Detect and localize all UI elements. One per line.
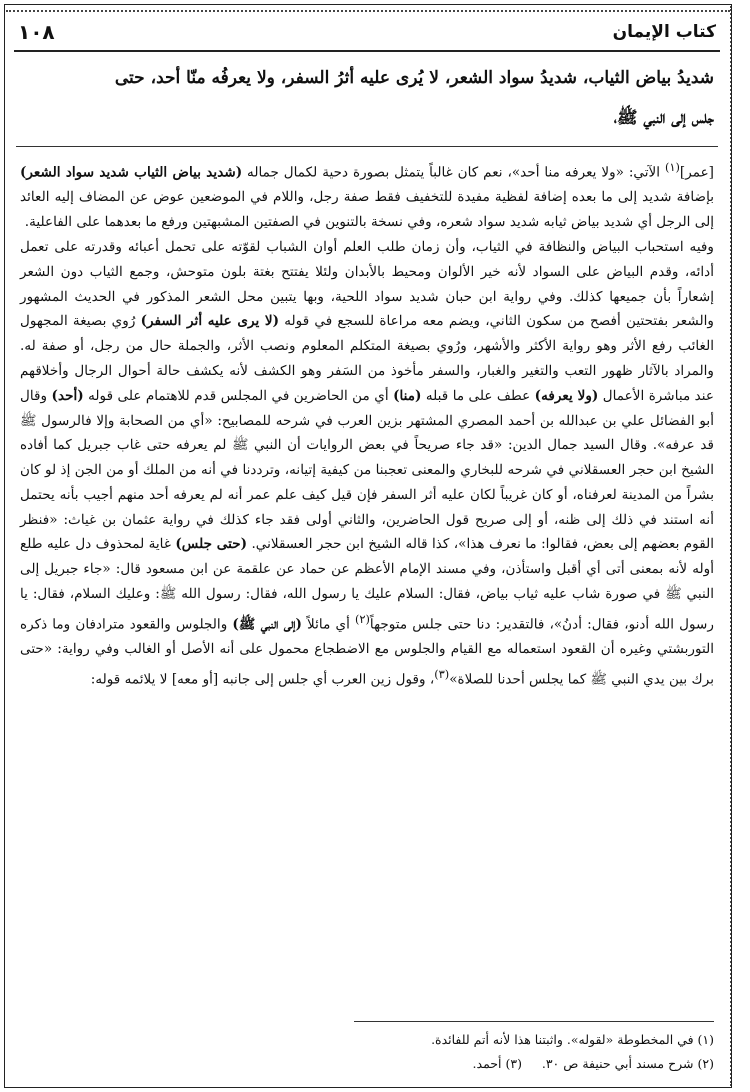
commentary-text: رُوي بصيغة المجهول الغائب رفع الأثر وهو رواية الأكثر والأشهر، ورُوي بصيغة المتكلم المعلوم ونصب الأثر، والجملة حال من رجل، أو صفة له. والمراد بالآثار ظهور التعب والتغير والغبار، والسفر مأخوذ من السَفر وهو الكشف لأنه يكشف حالة أحوال الرجال وأخلاقهم عند مباشرة الأعمال — [20, 313, 714, 404]
commentary-text: وفيه استحباب البياض والنظافة في الثياب، وأن زمان طلب العلم أوان الشباب لقوّته على تحمل أعبائه وقدرته على تعمل أدائه، وقدم البياض على السواد لأنه خير الألوان ومحيط بالأبدان ولئلا يفتتح بغتة بلون متوحش، وجمع الثياب دون الشعر إشعاراً بأن جميعها كذلك. وفي رواية ابن حبان شديد سواد اللحية، وبها يتبين محل الشعر المذكور في الحديث المشهور والشعر بفتحتين أفصح من سكون الثاني، ويضم معه مراعاة للسجع في قوله — [20, 238, 715, 330]
footnote-ref: (١) — [664, 160, 680, 174]
commentary — [14, 147, 720, 692]
footnote-2-3 — [20, 1052, 714, 1076]
side-ornament-border — [730, 6, 744, 1086]
footnote-3: (٣) أحمد. — [472, 1056, 522, 1071]
book-page — [14, 14, 720, 1080]
commentary-text: غاية لمحذوف دل عليه طلع أوله لأنه بمعنى أتى أي أقبل واستأذن، وفي مسند الإمام الأعظم عن حماد عن علقمة عن ابن مسعود قال: «جاء جبريل إلى النبي ﷺ في صورة شاب عليه ثياب بياض، فقال: السلام عليك يا رسول الله، فقال: رسول الله ﷺ: وعليك السلام، فقال: يا رسول الله أدنو، فقال: أدنُ»، فالتقدير: دنا حتى جلس متوجهاً — [20, 536, 714, 633]
commentary-text: وقال أبو الفضائل علي بن عبدالله بن أحمد المصري المشتهر بزين العرب في شرحه للمصابيح: «أي من الصحابة وإلا فالرسول ﷺ قد عرفه». وقال السيد جمال الدين: «قد جاء صريحاً في بعض الروايات أن النبي ﷺ لم يعرفه حتى غاب جبريل كما أفاده الشيخ ابن حجر العسقلاني في شرحه للبخاري والمعنى تعجبنا من كيفية إتيانه، وترددنا في أنه من الملك أو من الجن إذ لو كان بشراً من المدينة لعرفناه، أو كان غريباً لكان عليه أثر السفر فإن قيل كيف علم عمر أنه لم يعرفه أحد منهم أجيب بأنه يحتمل أنه استند في ذلك إلى ظنه، أو إلى صريح قول الحاضرين، والثاني أولى فقد جاء كذلك في رواية عثمان بن غياث: «فنظر القوم بعضهم إلى بعض، فقالوا: ما نعرف هذا»، كذا قاله الشيخ ابن حجر العسقلاني. — [20, 387, 714, 553]
hadith-line-2: جلس إلى النبي ﷺ، — [613, 108, 714, 128]
commentary-text: أي من الحاضرين في المجلس قدم للاهتمام على قوله — [83, 387, 394, 404]
footnote-ref: (٢) — [354, 611, 370, 626]
quoted-phrase: (أحد) — [51, 387, 84, 404]
footnote-1: (١) في المخطوطة «لقوله». واثبتنا هذا لأنه أتم للفائدة. — [431, 1032, 714, 1047]
quoted-phrase: (شديد بياض الثياب شديد سواد الشعر) — [20, 164, 243, 181]
commentary-paragraph-1 — [20, 155, 714, 235]
footnote-ref: (٣) — [434, 667, 450, 681]
hadith-line-1: شديدُ بياض الثياب، شديدُ سواد الشعر، لا يُرى عليه أثرُ السفر، ولا يعرفُه منّا أحد، حتى — [114, 68, 714, 88]
footnote-separator — [354, 1021, 714, 1022]
page-number: ١٠٨ — [18, 20, 55, 44]
running-header — [14, 14, 720, 52]
commentary-text: [عمر] — [679, 164, 714, 181]
book-section-title: كتاب الإيمان — [612, 22, 716, 42]
hadith-text — [14, 52, 720, 140]
quoted-phrase: (حتى جلس) — [175, 536, 248, 553]
quoted-phrase: (لا يرى عليه أثر السفر) — [140, 313, 280, 330]
footnotes — [20, 1028, 714, 1076]
commentary-text: والجلوس والقعود مترادفان وما ذكره التوربشتي وغيره أن القعود استعماله مع القيام والجلوس مع الاضطجاع محمول على أنه الأصل أو الغالب وفي رواية: «حتى برك بين يدي النبي ﷺ كما يجلس أحدنا للصلاة» — [20, 616, 714, 688]
commentary-text: ، وقول زين العرب أي جلس إلى جانبه [أو معه] لا يلائمه قوله: — [90, 671, 435, 688]
commentary-text: عطف على ما قبله — [421, 387, 535, 404]
commentary-paragraph-2 — [20, 235, 714, 692]
commentary-text: الآتي: «ولا يعرفه منا أحد»، نعم كان غالباً يتمثل بصورة دحية لكمال جماله — [242, 164, 665, 181]
footnote-2: (٢) شرح مسند أبي حنيفة ص ٣٠. — [541, 1056, 714, 1071]
quoted-phrase: (ولا يعرفه) — [534, 387, 599, 404]
quoted-phrase: (إلى النبي ﷺ) — [232, 616, 302, 633]
quoted-phrase: (منا) — [393, 387, 422, 404]
commentary-text: أي مائلاً — [301, 616, 355, 633]
commentary-text: بإضافة شديد إلى ما بعده إضافة لفظية مفيدة للتخفيف فقط صفة رجل، واللام في الموضعين عوض عن المضاف إليه العائد إلى الرجل أي شديد بياض ثيابه شديد سواد شعره، وفي نسخة بالتنوين في الصفتين المشبهتين ورفع ما بعدهما على الفاعلية. — [20, 189, 714, 231]
